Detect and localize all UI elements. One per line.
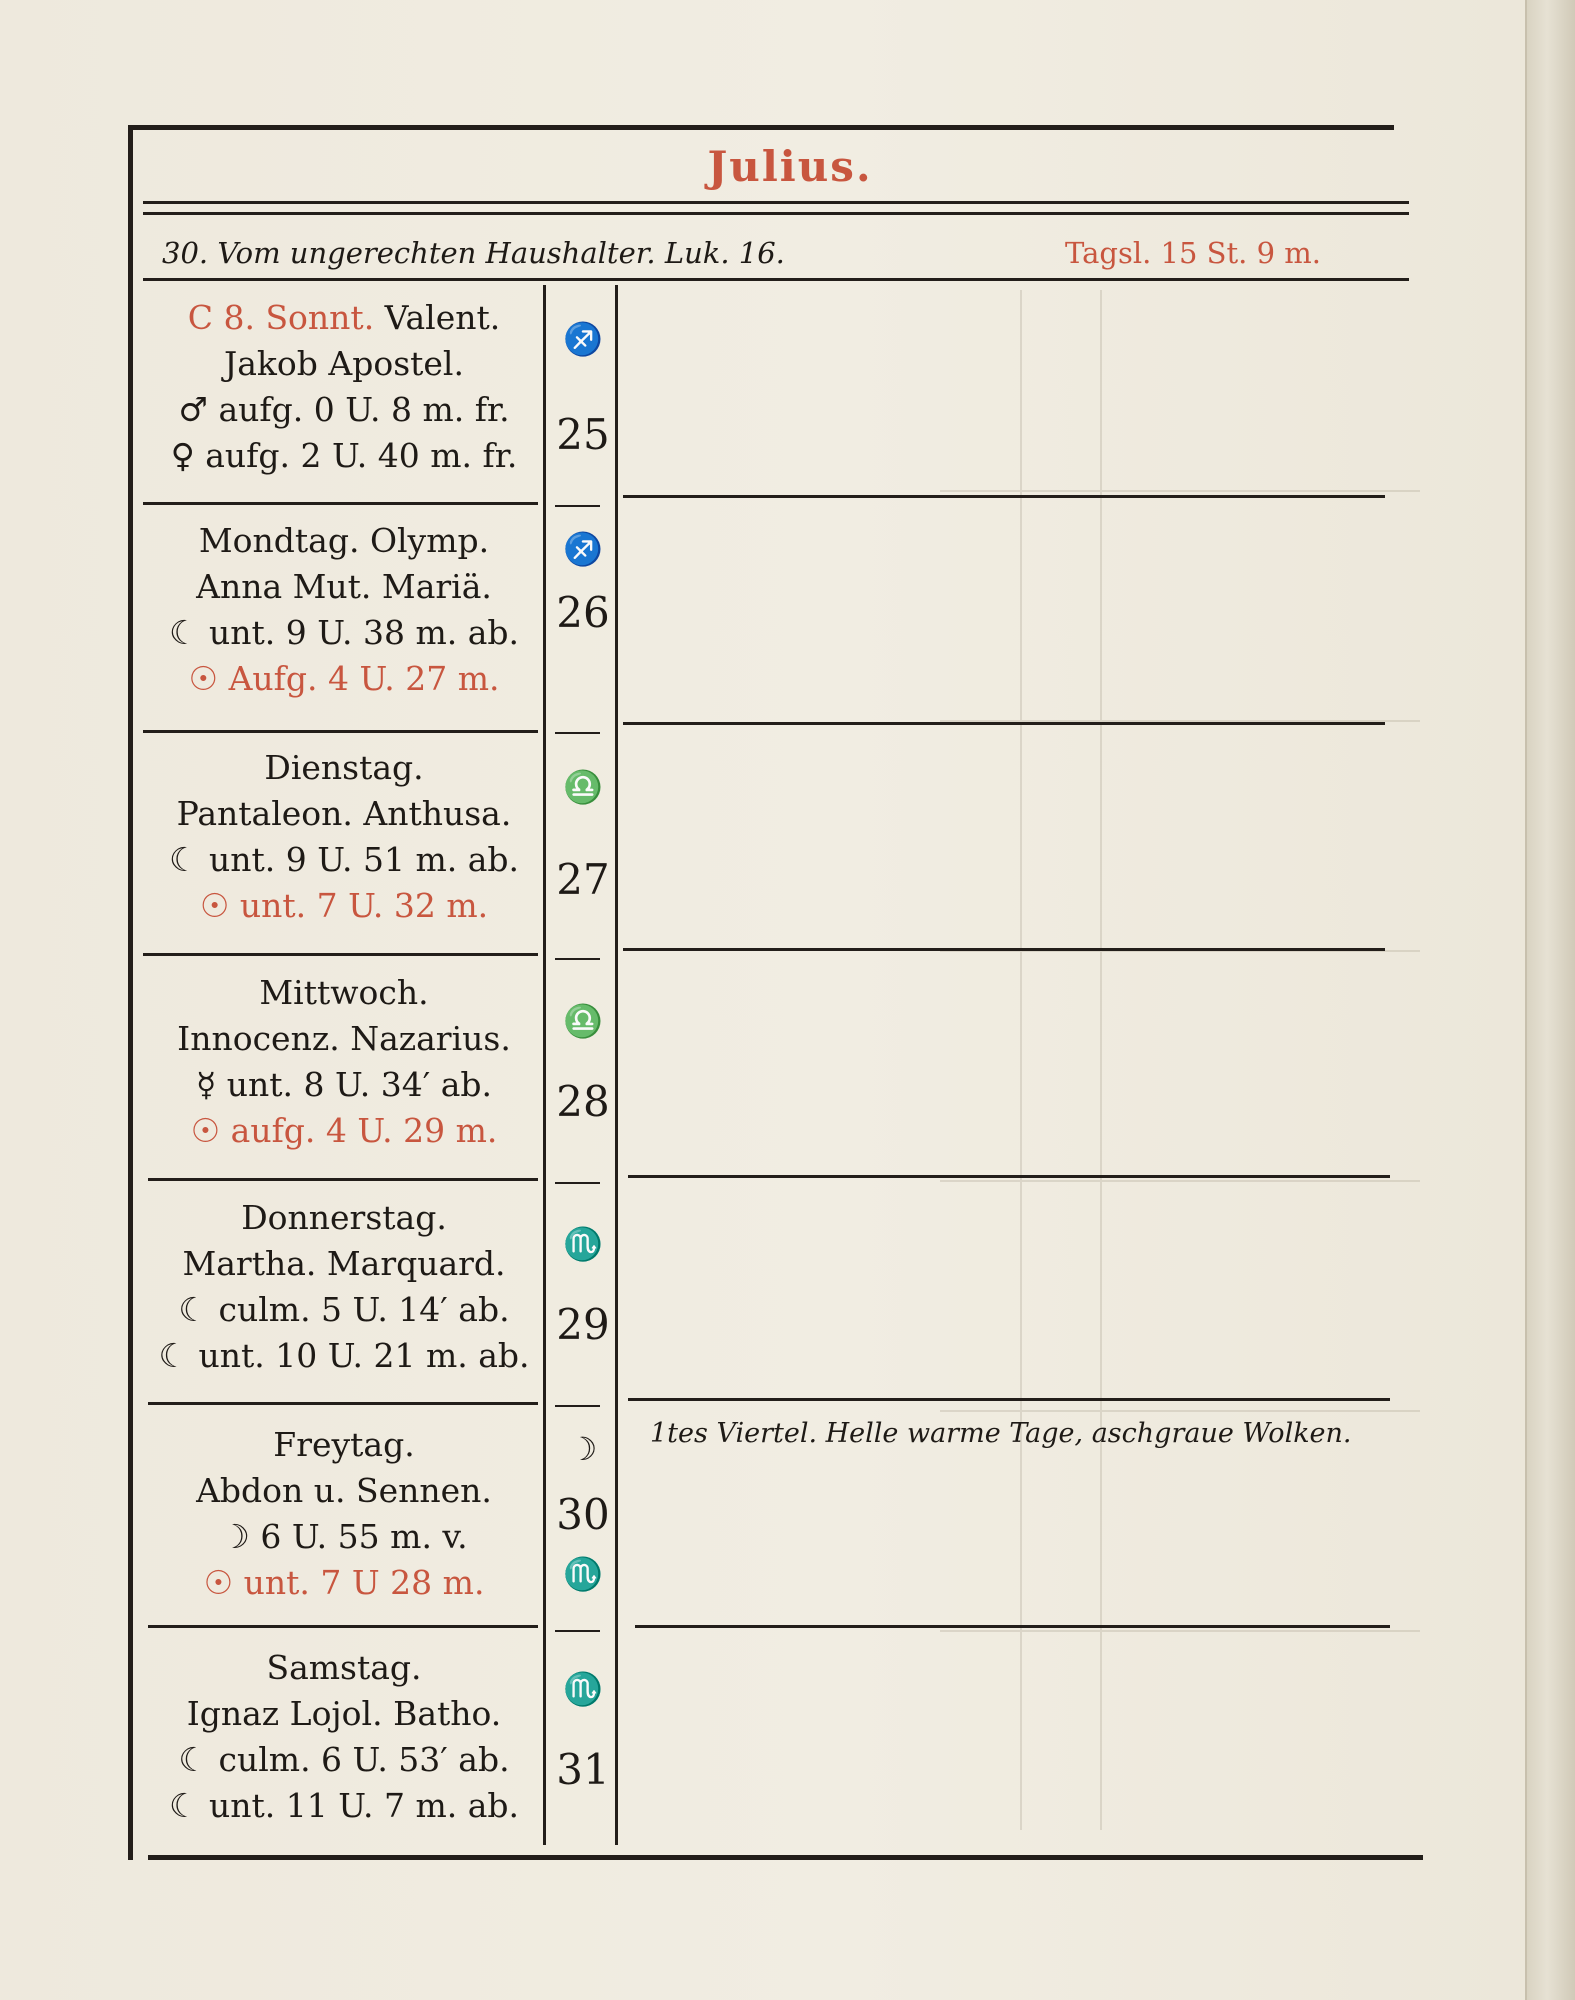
day-line: ☉ aufg. 4 U. 29 m. [190,1111,498,1150]
row-separator [623,722,1385,725]
sign-tick [555,1630,600,1632]
day-entry-27 [148,745,540,929]
day-entry-25 [148,295,540,479]
weather-note: 1tes Viertel. Helle warme Tage, aschgraue Wolken. [650,1418,1352,1449]
day-entry-30 [148,1422,540,1606]
zodiac-sign-icon: ♏ [563,1670,603,1708]
title-rule-1 [143,201,1409,204]
row-separator [623,495,1385,498]
row-separator [148,1178,538,1181]
day-number: 30 [556,1490,610,1539]
day-line: Samstag. [266,1648,422,1687]
day-number: 25 [556,410,610,459]
next-page-edge [1525,0,1575,2000]
day-entry-26 [148,518,540,702]
day-entry-29 [148,1195,540,1379]
sign-tick [555,1405,600,1407]
day-line: ☉ unt. 7 U. 32 m. [199,886,489,925]
zodiac-sign-icon: ♏ [563,1225,603,1263]
day-line: ☾ culm. 6 U. 53′ ab. [178,1740,510,1779]
day-line: Pantaleon. Anthusa. [176,794,512,833]
day-line: ♀ aufg. 2 U. 40 m. fr. [170,436,518,475]
day-entry-28 [148,970,540,1154]
moon-phase-icon: ☽ [568,1430,598,1468]
day-line: Ignaz Lojol. Batho. [186,1694,502,1733]
row-separator [148,1625,538,1628]
sign-tick [555,1182,600,1184]
day-number: 29 [556,1300,610,1349]
zodiac-sign-icon: ♐ [563,530,603,568]
zodiac-sign-icon: ♏ [563,1555,603,1593]
day-line: Mittwoch. [259,973,429,1012]
row-separator [143,502,538,505]
day-line: Jakob Apostel. [224,344,464,383]
gospel-reference: 30. Vom ungerechten Haushalter. Luk. 16. [162,236,785,270]
day-line: C 8. Sonnt. Valent. [187,298,501,337]
day-line: Donnerstag. [241,1198,447,1237]
row-separator [628,1398,1390,1401]
day-line: ☉ Aufg. 4 U. 27 m. [188,659,500,698]
row-separator [143,730,538,733]
zodiac-sign-icon: ♎ [563,768,603,806]
bottom-rule [148,1855,1423,1860]
day-entry-31 [148,1645,540,1829]
day-line: Abdon u. Sennen. [196,1471,492,1510]
month-title: Julius. [707,142,873,191]
day-line: ☿ unt. 8 U. 34′ ab. [195,1065,492,1104]
row-separator [623,948,1385,951]
day-number: 26 [556,588,610,637]
row-separator [148,1402,538,1405]
sign-tick [555,958,600,960]
title-rule-2 [143,212,1409,215]
day-line: Freytag. [273,1425,415,1464]
row-separator [635,1625,1390,1628]
zodiac-sign-icon: ♎ [563,1002,603,1040]
column-divider-2 [615,285,618,1845]
header-rule [143,278,1409,281]
day-line: ☾ culm. 5 U. 14′ ab. [178,1290,510,1329]
day-line: ☽ 6 U. 55 m. v. [220,1517,468,1556]
zodiac-sign-icon: ♐ [563,320,603,358]
day-line: Martha. Marquard. [182,1244,506,1283]
day-line: Dienstag. [264,748,424,787]
day-line: Mondtag. Olymp. [198,521,490,560]
day-line: ☉ unt. 7 U 28 m. [203,1563,485,1602]
sign-tick [555,732,600,734]
row-separator [143,953,538,956]
bleed-through-area [940,290,1420,1830]
sign-tick [555,505,600,507]
left-border [128,125,133,1860]
day-length: Tagsl. 15 St. 9 m. [1065,236,1322,270]
row-separator [628,1175,1390,1178]
day-line: ☾ unt. 10 U. 21 m. ab. [158,1336,530,1375]
day-number: 31 [556,1745,610,1794]
day-number: 28 [556,1077,610,1126]
day-line: ☾ unt. 11 U. 7 m. ab. [168,1786,520,1825]
day-line: ☾ unt. 9 U. 38 m. ab. [168,613,520,652]
column-divider-1 [543,285,546,1845]
top-rule [128,125,1394,130]
day-number: 27 [556,855,610,904]
day-line: Anna Mut. Mariä. [196,567,492,606]
day-line: ☾ unt. 9 U. 51 m. ab. [168,840,520,879]
day-line: Innocenz. Nazarius. [177,1019,511,1058]
day-line: ♂ aufg. 0 U. 8 m. fr. [178,390,510,429]
